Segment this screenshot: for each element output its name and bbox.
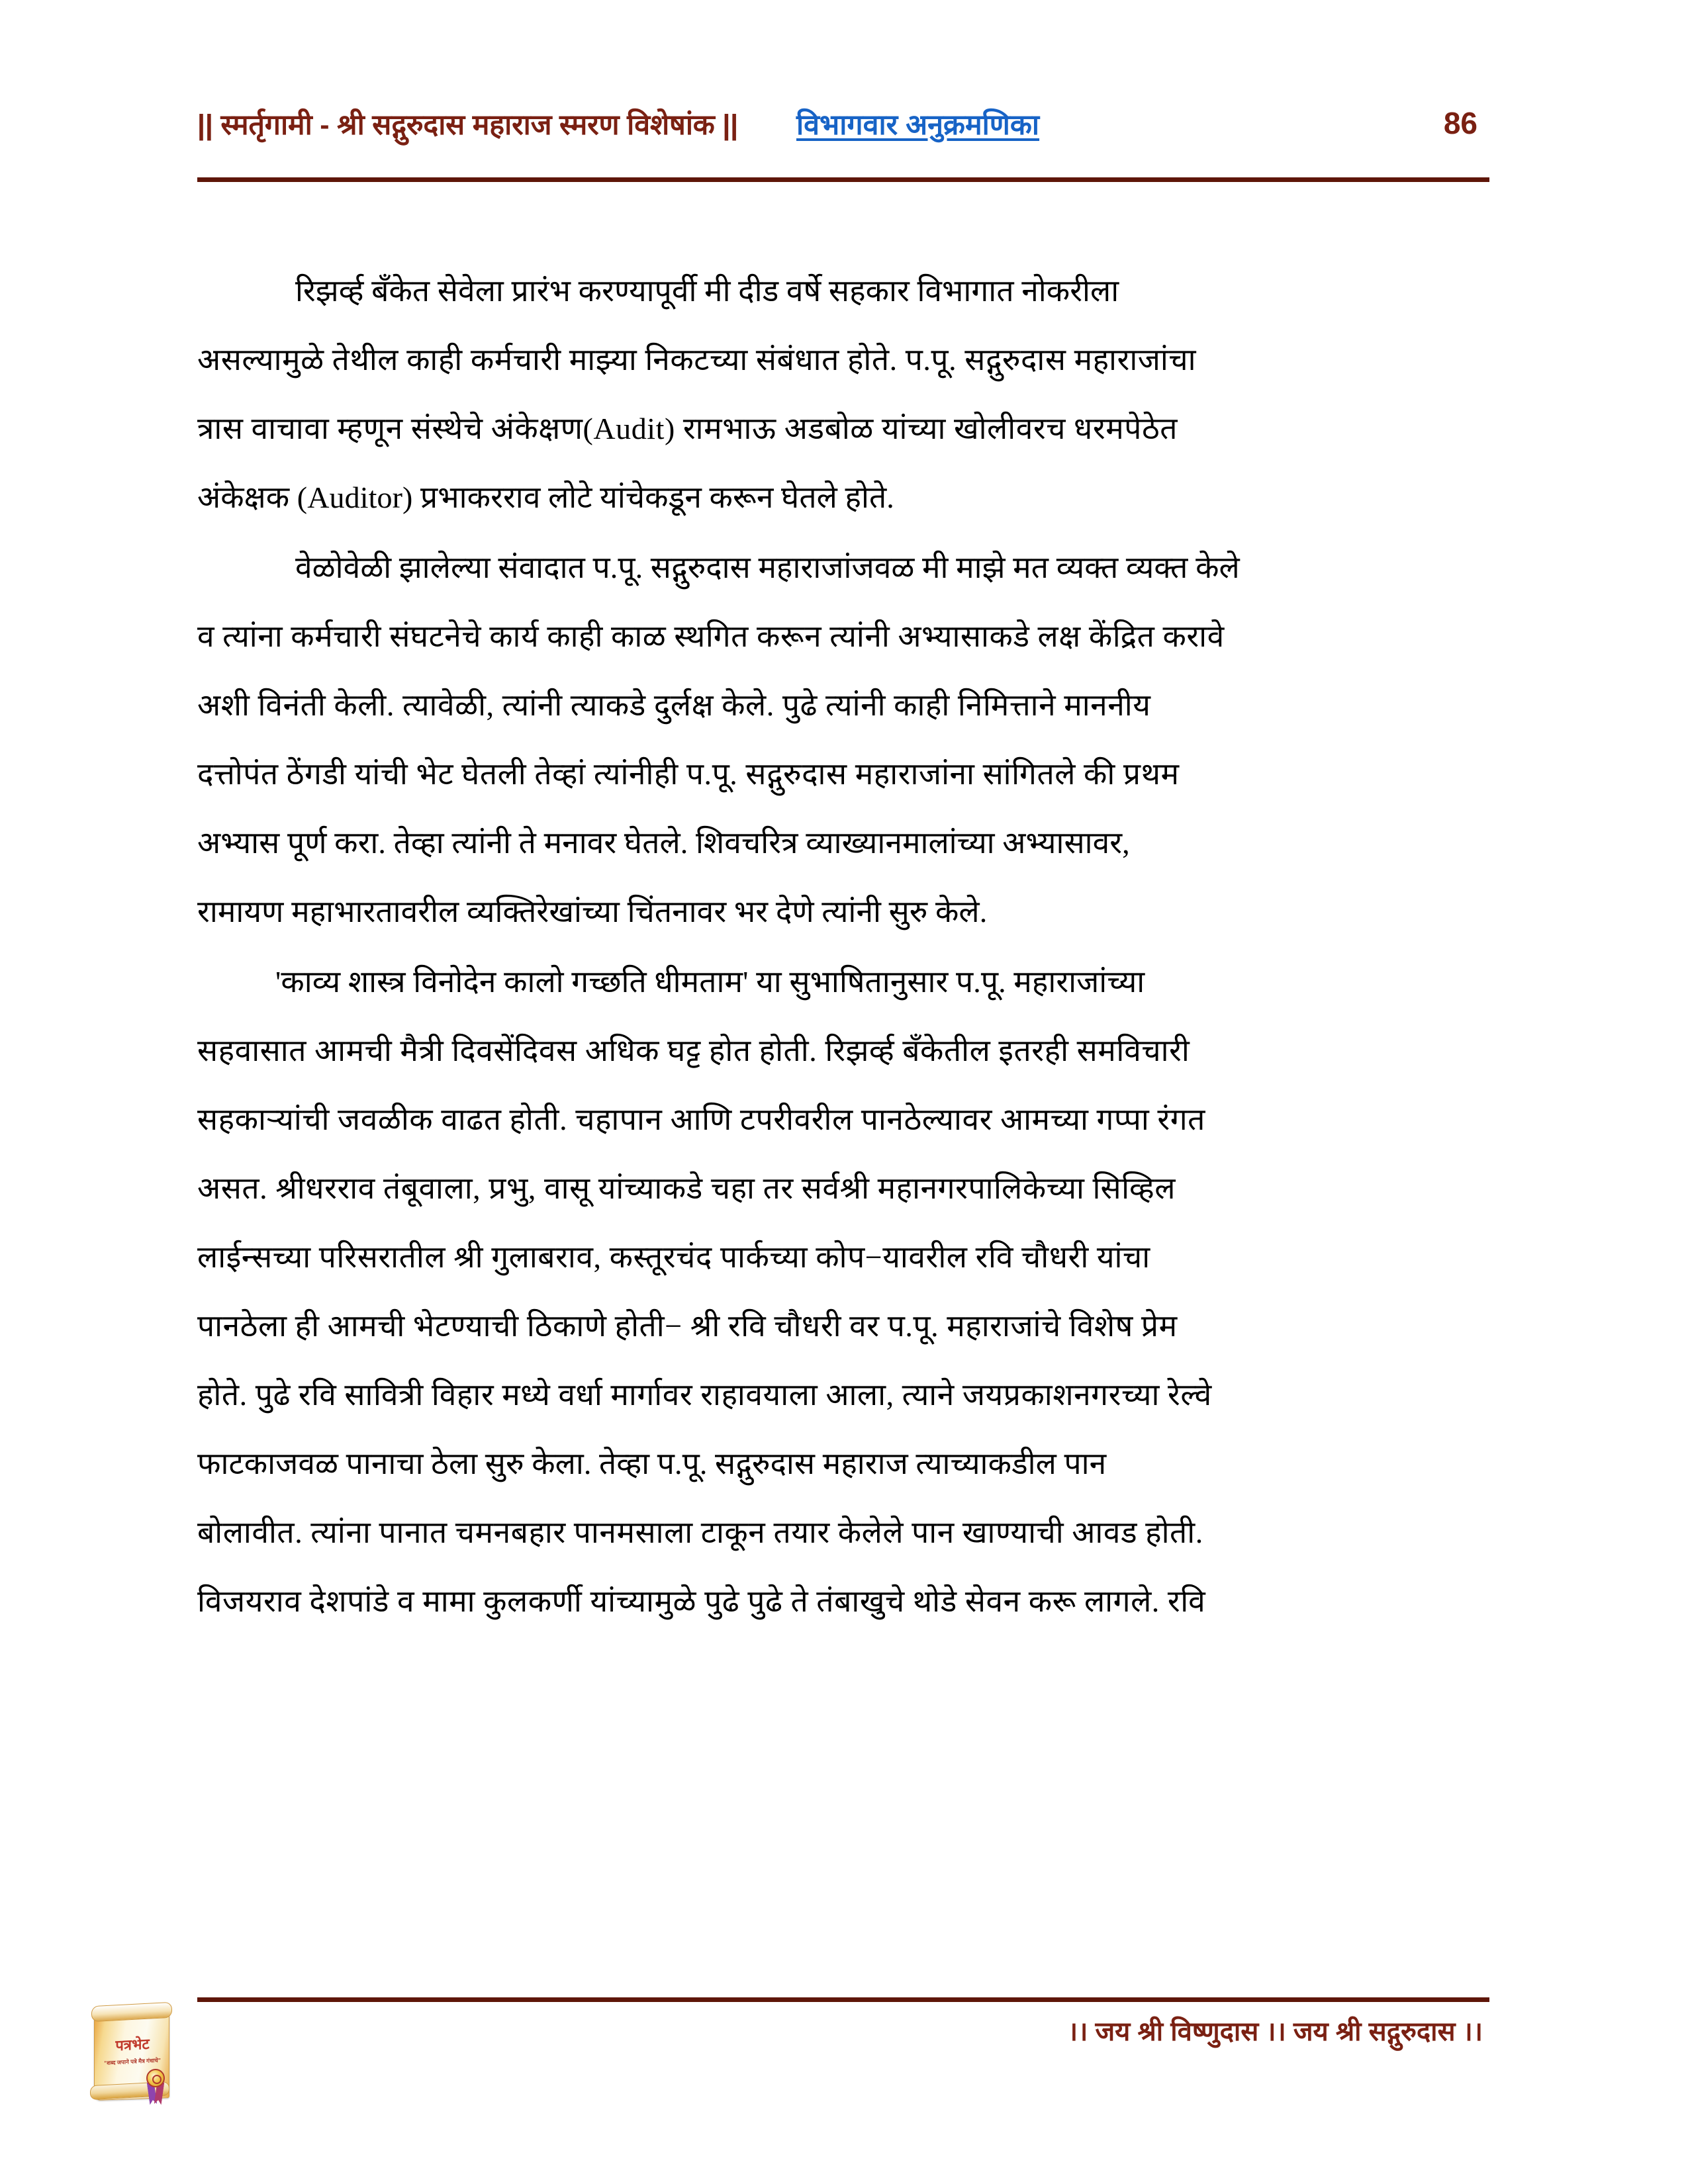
text-line: अंकेक्षक (Auditor) प्रभाकरराव लोटे यांचेकडून करून घेतले होते. [197,480,894,514]
text-line: लाईन्सच्या परिसरातील श्री गुलाबराव, कस्तूरचंद पार्कच्या कोप−यावरील रवि चौधरी यांचा [197,1240,1150,1274]
article-body [197,257,1495,1637]
footer-divider [197,1997,1489,2002]
medal-icon [146,2069,165,2087]
text-line: दत्तोपंत ठेंगडी यांची भेट घेतली तेव्हां त्यांनीही प.पू. सद्गुरुदास महाराजांना सांगितले की प्रथम [197,757,1180,791]
text-line: रिझर्व्ह बँकेत सेवेला प्रारंभ करण्यापूर्वी मी दीड वर्षे सहकार विभागात नोकरीला [295,274,1119,308]
text-line: बोलावीत. त्यांना पानात चमनबहार पानमसाला टाकून तयार केलेले पान खाण्याची आवड होती. [197,1516,1203,1549]
footer-blessing-text: ।। जय श्री विष्णुदास ।। जय श्री सद्गुरुदास ।। [1068,2017,1483,2046]
page-number: 86 [1443,106,1477,140]
text-line: फाटकाजवळ पानाचा ठेला सुरु केला. तेव्हा प.पू. सद्गुरुदास महाराज त्याच्याकडील पान [197,1447,1107,1480]
text-line: अशी विनंती केली. त्यावेळी, त्यांनी त्याकडे दुर्लक्ष केले. पुढे त्यांनी काही निमित्ताने माननीय [197,688,1151,722]
text-line: व त्यांना कर्मचारी संघटनेचे कार्य काही काळ स्थगित करून त्यांनी अभ्यासाकडे लक्ष केंद्रित करावे [197,619,1225,653]
text-line: होते. पुढे रवि सावित्री विहार मध्ये वर्धा मार्गावर राहावयाला आला, त्याने जयप्रकाशनगरच्या रेल्वे [197,1378,1212,1412]
text-line: 'काव्य शास्त्र विनोदेन कालो गच्छति धीमताम' या सुभाषितानुसार प.पू. महाराजांच्या [275,965,1145,999]
section-index-link[interactable]: विभागवार अनुक्रमणिका [796,109,1040,141]
paragraph-1 [197,257,1495,532]
logo-title: पत्रभेट [115,2035,150,2054]
text-line: रामायण महाभारतावरील व्यक्तिरेखांच्या चिंतनावर भर देणे त्यांनी सुरु केले. [197,895,988,929]
text-line: पानठेला ही आमची भेटण्याची ठिकाणे होती− श्री रवि चौधरी वर प.पू. महाराजांचे विशेष प्रेम [197,1309,1178,1343]
paragraph-2 [197,533,1495,946]
text-line: अभ्यास पूर्ण करा. तेव्हा त्यांनी ते मनावर घेतले. शिवचरित्र व्याख्यानमालांच्या अभ्यासावर, [197,826,1130,860]
text-line: सहकाऱ्यांची जवळीक वाढत होती. चहापान आणि टपरीवरील पानठेल्यावर आमच्या गप्पा रंगत [197,1103,1205,1136]
page-header-title: || स्मर्तृगामी - श्री सद्गुरुदास महाराज स्मरण विशेषांक || [197,109,739,141]
text-line: विजयराव देशपांडे व मामा कुलकर्णी यांच्यामुळे पुढे पुढे ते तंबाखुचे थोडे सेवन करू लागले. रवि [197,1584,1206,1618]
ribbon-medal-icon [144,2069,167,2103]
text-line: असत. श्रीधरराव तंबूवाला, प्रभु, वासू यांच्याकडे चहा तर सर्वश्री महानगरपालिकेच्या सिव्हिल [197,1171,1176,1205]
text-line: सहवासात आमची मैत्री दिवसेंदिवस अधिक घट्ट होत होती. रिझर्व्ह बँकेतील इतरही समविचारी [197,1034,1190,1068]
patrabhet-scroll-logo [87,2000,177,2106]
paragraph-3 [197,948,1495,1636]
page-header [197,91,1489,155]
medal-inner-ring-icon [152,2075,162,2084]
header-divider [197,177,1489,182]
text-line: त्रास वाचावा म्हणून संस्थेचे अंकेक्षण(Audit) रामभाऊ अडबोळ यांच्या खोलीवरच धरमपेठेत [197,412,1178,445]
logo-tagline: "शब्द जपाने पत्रे मैत्र गंधाचे" [104,2056,161,2067]
text-line: वेळोवेळी झालेल्या संवादात प.पू. सद्गुरुदास महाराजांजवळ मी माझे मत व्यक्त व्यक्त केले [295,551,1240,584]
text-line: असल्यामुळे तेथील काही कर्मचारी माझ्या निकटच्या संबंधात होते. प.पू. सद्गुरुदास महाराजांचा [197,343,1197,377]
